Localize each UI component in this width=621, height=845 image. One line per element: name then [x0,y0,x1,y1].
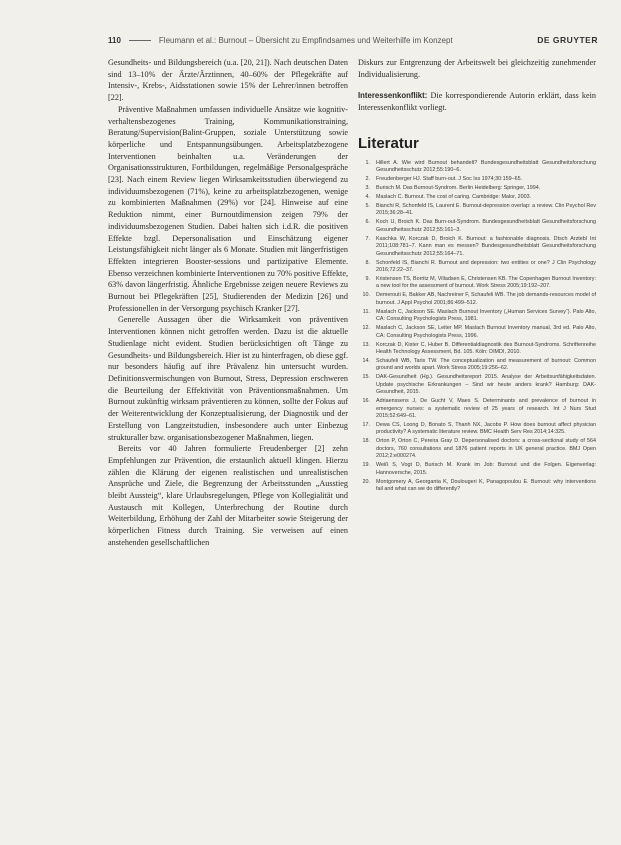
body-paragraph: Bereits vor 40 Jahren formulierte Freudenberger [2] zehn Empfehlungen zur Prävention, die erstaunlich aktuell klingen. Hierzu zählen die Klärung der eigenen realistischen und unrealistischen Ansprüche und Ziele, die Begrenzung der Arbeitsstunden „Ausstieg bleibt Aussteig“, klare Urlaubsregelungen, Pflege von Kollegialität und Austausch mit Kollegen, Unterbrechung der Routine durch Weiterbildung, Erhöhung der Zahl der Mitarbeiter sowie Steigerung der körperlichen Fitness durch Training. Sie verweisen auf einen anstehenden gesellschaftlichen [108,444,348,547]
reference-number: 4. [365,193,370,200]
publisher-name: DE GRUYTER [537,35,598,45]
literature-heading: Literatur [358,134,419,152]
reference-text: Dewa CS, Loong D, Bonato S, Thanh NX, Jacobs P. How does burnout affect physician productivity? A systematic literature review. BMC Health Serv Res 2014;14:325. [376,422,596,436]
reference-item [358,422,596,437]
reference-number: 1. [365,159,370,166]
reference-text: Weiß S, Vogt D, Burisch M. Krank im Job: Burnout und die Folgen. Eigenverlag: Hannoversche, 2015. [376,462,596,476]
reference-text: Maslach C. Burnout. The cost of caring. Cambridge: Malor, 2003. [376,193,532,200]
reference-text: Bianchi R, Schonfeld IS, Laurent E. Burnout-depression overlap: a review. Clin Psychol Rev 2015;36:28–41. [376,202,596,217]
running-title: Fleumann et al.: Burnout – Übersicht zu Empfindsames und Weiterhilfe im Konzept [158,35,453,45]
reference-item [358,462,596,477]
reference-number: 7. [365,235,370,242]
reference-item [358,398,596,420]
body-paragraph: Gesundheits- und Bildungsbereich (u.a. [20, 21]). Nach deutschen Daten sind 13–10% der Ärzte/Ärztinnen, 40–60% der Pflegekräfte auf Intensiv-, Krebs-, Aidsstationen sowie 15% der Lehrer/innen betroffen [22]. [108,58,348,103]
right-column [358,57,596,495]
reference-text: Schaufeli WB, Taris TW. The conceptualization and measurement of burnout: Common ground and worlds apart. Work Stress 2005;19:256–62. [376,357,596,372]
conflict-label: Interessenkonflikt: [358,91,428,101]
reference-number: 17. [362,422,370,429]
left-column [108,57,348,549]
reference-text: Adriaenssens J, De Gucht V, Maes S. Determinants and prevalence of burnout in emergency nurses: a systematic review of 25 years of research. Int J Nurs Stud 2015;52:649–61. [376,398,596,420]
reference-number: 13. [362,341,370,348]
reference-number: 8. [365,259,370,266]
reference-text: Maslach C, Jackson SE, Leiter MP. Maslach Burnout Inventory manual, 3rd ed. Palo Alto, CA: Consulting Psychologists Press, 1996. [376,325,596,339]
reference-text: Demerouti E, Bakker AB, Nachreiner F, Schaufeli WB. The job demands-resources model of burnout. J Appl Psychol 2001;86:499–512. [376,292,596,306]
reference-text: Schonfeld IS, Bianchi R. Burnout and depression: two entities or one? J Clin Psychology 2016;72:22–37. [376,259,596,273]
reference-text: Maslach C, Jackson SE. Maslach Burnout Inventory („Human Services Survey“). Palo Alto, CA: Consulting Psychologists Press, 1981. [376,308,596,323]
reference-number: 14. [362,357,370,364]
reference-text: Hillert A. Wie wird Burnout behandelt? Bundesgesundheitsblatt Gesundheitsforschung Gesundheitsschutz 2012;55:190–6. [376,159,596,173]
conflict-text: Die korrespondierende Autorin erklärt, dass kein Interessenkonflikt vorliegt. [358,91,597,113]
reference-number: 9. [365,275,370,282]
reference-item [358,325,596,340]
reference-item [358,194,596,201]
reference-number: 5. [365,202,370,209]
reference-number: 2. [365,175,370,182]
reference-text: Kaschka W, Korczak D, Broich K. Burnout: a fashionable diagnosis. Dtsch Arztebl Int 2011;108:781–7. Kann man es messen? Bundesgesundheitsblatt Gesundheitsforschung Gesundheitsschutz 2012;55:164–71. [376,235,596,257]
reference-item [358,358,596,373]
reference-text: Freudenberger HJ. Staff burn-out. J Soc Iss 1974;30:159–65. [376,175,523,182]
reference-number: 11. [362,308,370,315]
body-paragraph: Präventive Maßnahmen umfassen individuelle Ansätze wie kognitiv-verhaltensbezogenes Training, Kommunikationstraining, Beratung/Supervision(Balint-Gruppen, soziale Unterstützung sowie körperliche und Entspannungsübungen. Arbeitsplatzbezogene Interventionen beinhalten u.a. Veränderungen der Organisationsstrukturen, Fortbildungen, regelmäßige Personalgespräche [23]. Nach einem Review liegen Wirksamkeitsstudien überwiegend zu individuumsbezogenen (71%), keine zu arbeitsplatzbezogenen, wenige zu kombinierten Maßnahmen (29%) vor [24]. Hinweise auf eine Reduktion nimmt, einer Burnoutdimension zeigen 79% der individuumsbezogenen Studien. Dabei halten sich i.d.R. die positiven Effekte bzgl. Depersonalisation und Einschätzung eigener Leistungsfähigkeit nicht länger als 6 Monate. Studien mit längerfristigen Effekten integrieren Booster-sessions und partizipative Elemente. Ebenso verzeichnen kombinierte Interventionen zu 70% positive Effekte, 63% davon längerfristig. Ähnliche Ergebnisse zeigen neuere Reviews zu Burnout bei Pflegekräften [25], Studierenden der Medizin [26] und Professionellen in der Versorgung psychisch Kranker [27]. [108,104,348,313]
reference-number: 15. [362,374,370,381]
reference-item [358,236,596,258]
reference-item [358,203,596,218]
reference-item [358,438,596,460]
reference-text: DAK-Gesundheit (Hg.). Gesundheitsreport 2015. Analyse der Arbeitsunfähigkeitsdaten. Update psychische Erkrankungen – Sind wir heute anders krank? Hamburg: DAK-Gesundheit, 2015. [376,374,596,396]
reference-text: Korczak D, Kister C, Huber B. Differentialdiagnostik des Burnout-Syndroms. Schriftenreihe Health Technology Assessment, Bd. 105. Köln: DIMDI, 2010. [376,341,596,355]
reference-item [358,374,596,396]
reference-text: Burisch M. Das Burnout-Syndrom. Berlin Heidelberg: Springer, 1994. [376,184,541,191]
page-number: 110 [108,35,121,45]
reference-item [358,309,596,324]
reference-number: 19. [362,462,370,469]
reference-text: Orton P, Orton C, Pereira Gray D. Depersonalised doctors: a cross-sectional study of 564 doctors, 760 consultations and 1876 patient reports in UK general practice. BMJ Open 2012;2:e000274. [376,438,596,460]
body-paragraph: Generelle Aussagen über die Wirksamkeit von präventiven Interventionen können nicht getroffen werden. Dazu ist die aktuelle Studienlage nicht evident. Studien berücksichtigen oft Tänge zu Gesundheits- und Bildungsbereich. Hier ist zu hinterfragen, ob diese ggf. nur besonders häufig auf ihre Prävalenz hin untersucht wurden. Definitionsvermischungen von Burnout, Stress, Depression erschweren die Beurteilung der Effektivität von Präventionsmaßnahmen. Um Burnout zukünftig wirksam präventieren zu können, sollte der Fokus auf der Weiterentwicklung der Konzeptualisierung, der Diagnostik und der Erstellung von Langzeitstudien, insbesondere auch unter Einbezug strukturaller bzw. organisationsbezogener Maßnahmen, liegen. [108,315,348,442]
reference-item [358,219,596,234]
reference-number: 10. [362,292,370,299]
reference-item [358,276,596,291]
reference-number: 16. [362,398,370,405]
reference-text: Koch U, Broich K. Das Burn-out-Syndrom. Bundesgesundheitsblatt Gesundheitsforschung Gesundheitsschutz 2012;55:161–3. [376,219,596,233]
reference-number: 6. [365,219,370,226]
reference-text: Kristensen TS, Borritz M, Villadsen E, Christensen KB. The Copenhagen Burnout Inventory: a new tool for the assessment of burnout. Work Stress 2005;19:192–207. [376,275,596,290]
reference-item [358,342,596,357]
reference-number: 12. [362,325,370,332]
reference-item [358,260,596,275]
reference-number: 18. [362,438,370,445]
reference-item [358,160,596,175]
reference-number: 20. [362,478,370,485]
reference-number: 3. [365,184,370,191]
reference-list [358,160,596,494]
reference-item [358,176,596,183]
body-paragraph: Diskurs zur Entgrenzung der Arbeitswelt bei gleichzeitig zunehmender Individualisierung. [358,58,596,79]
reference-item [358,479,596,494]
conflict-of-interest [358,90,596,113]
reference-text: Montgomery A, Georganta K, Doulougeri K, Panagopoulou E. Burnout: why interventions fail and what can we do differently? [376,478,596,493]
reference-item [358,185,596,192]
header-rule [129,40,151,41]
running-header [108,33,598,47]
reference-item [358,292,596,307]
